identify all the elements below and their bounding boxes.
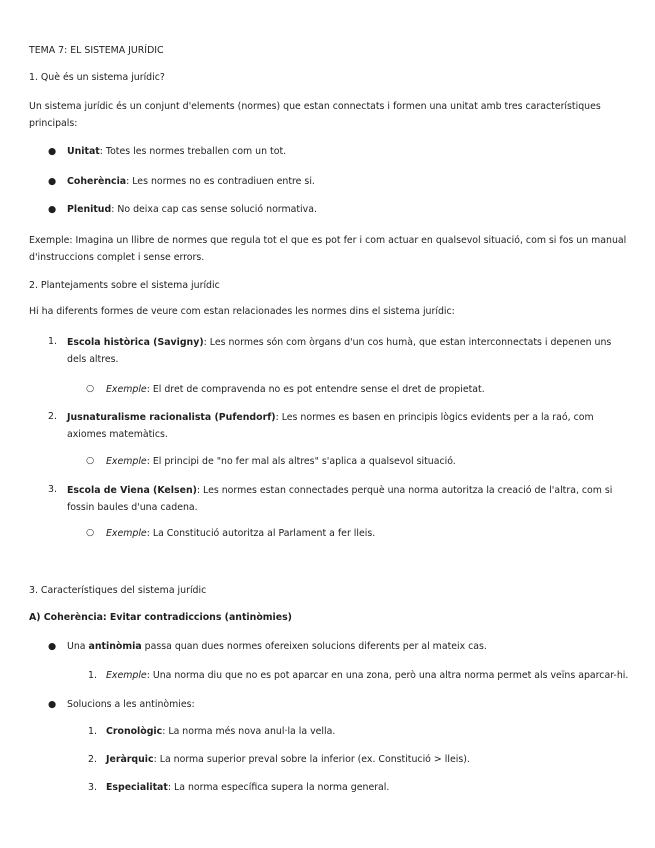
- list-number: 2.: [88, 754, 97, 765]
- list-number: 1.: [88, 726, 97, 737]
- section-2-intro: Hi ha diferents formes de veure com estan relacionades les normes dins el sistema jurídic:: [29, 306, 455, 317]
- solutions-heading: Solucions a les antinòmies:: [67, 699, 195, 710]
- approach-item: Escola de Viena (Kelsen): Les normes estan connectades perquè una norma autoritza la creació de l'altra, com si fossin baules d'una cadena.: [67, 485, 613, 513]
- section-2-heading: 2. Plantejaments sobre el sistema jurídic: [29, 280, 220, 291]
- section-1-heading: 1. Què és un sistema jurídic?: [29, 72, 165, 83]
- approach-example: Exemple: El principi de "no fer mal als altres" s'aplica a qualsevol situació.: [106, 456, 456, 467]
- circle-bullet: ○: [86, 455, 95, 466]
- feature-item: Unitat: Totes les normes treballen com un tot.: [67, 146, 287, 157]
- solution-item: Cronològic: La norma més nova anul·la la vella.: [106, 726, 336, 737]
- list-number: 1.: [48, 336, 57, 347]
- bullet-dot: ●: [48, 641, 57, 652]
- list-number: 2.: [48, 411, 57, 422]
- approach-item: Escola històrica (Savigny): Les normes són com òrgans d'un cos humà, que estan interconnectats i depenen uns dels altres.: [67, 337, 612, 365]
- solution-item: Especialitat: La norma específica supera la norma general.: [106, 782, 390, 793]
- list-number: 3.: [88, 782, 97, 793]
- circle-bullet: ○: [86, 383, 95, 394]
- approach-example: Exemple: El dret de compravenda no es pot entendre sense el dret de propietat.: [106, 384, 485, 395]
- section-1-intro: Un sistema jurídic és un conjunt d'elements (normes) que estan connectats i formen una unitat amb tres característiques principals:: [29, 101, 601, 129]
- bullet-dot: ●: [48, 204, 57, 215]
- approach-item: Jusnaturalisme racionalista (Pufendorf): Les normes es basen en principis lògics evidents per a la raó, com axiomes matemàtics.: [67, 412, 594, 440]
- antinomy-example: Exemple: Una norma diu que no es pot aparcar en una zona, però una altra norma permet als veïns aparcar-hi.: [106, 670, 629, 681]
- feature-item: Plenitud: No deixa cap cas sense solució normativa.: [67, 204, 317, 215]
- bullet-dot: ●: [48, 146, 57, 157]
- solution-item: Jeràrquic: La norma superior preval sobre la inferior (ex. Constitució > lleis).: [106, 754, 470, 765]
- list-number: 3.: [48, 484, 57, 495]
- circle-bullet: ○: [86, 527, 95, 538]
- approach-example: Exemple: La Constitució autoritza al Parlament a fer lleis.: [106, 528, 376, 539]
- section-1-example: Exemple: Imagina un llibre de normes que regula tot el que es pot fer i com actuar en qualsevol situació, com si fos un manual d'instruccions complet i sense errors.: [29, 235, 627, 263]
- section-3-heading: 3. Característiques del sistema jurídic: [29, 585, 207, 596]
- bullet-dot: ●: [48, 176, 57, 187]
- list-number: 1.: [88, 670, 97, 681]
- bullet-dot: ●: [48, 699, 57, 710]
- document-title: TEMA 7: EL SISTEMA JURÍDIC: [29, 45, 164, 56]
- feature-item: Coherència: Les normes no es contradiuen entre si.: [67, 176, 315, 187]
- section-3-subheading: A) Coherència: Evitar contradiccions (antinòmies): [29, 612, 292, 623]
- antinomy-definition: Una antinòmia passa quan dues normes ofereixen solucions diferents per al mateix cas.: [67, 641, 487, 652]
